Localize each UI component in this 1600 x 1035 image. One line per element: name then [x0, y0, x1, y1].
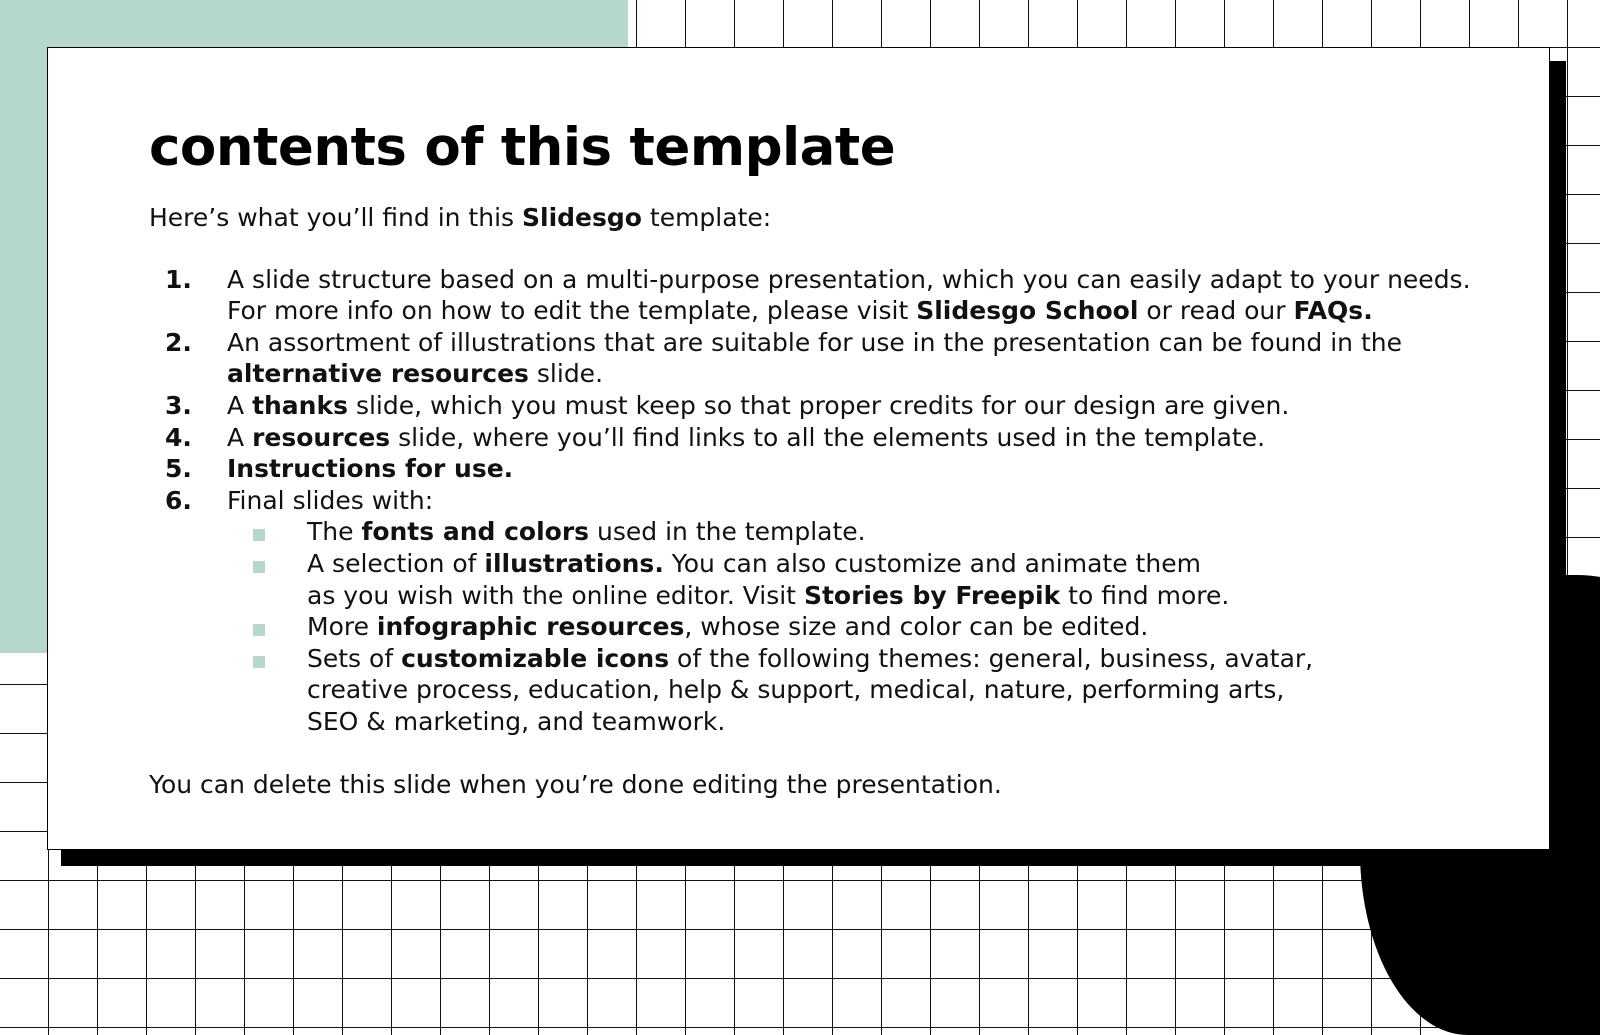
list-item-text: [227, 454, 513, 483]
square-bullet-icon: [253, 656, 265, 668]
list-item-number: 4.: [165, 422, 192, 452]
list-item: [149, 264, 1479, 327]
bold-text: resources: [252, 422, 391, 452]
bold-text: FAQs.: [1293, 296, 1373, 326]
sub-list: [227, 516, 1479, 737]
text-run: , whose size and color can be edited.: [684, 612, 1149, 642]
text-run: slide.: [528, 359, 604, 389]
list-item-number: 1.: [165, 264, 192, 294]
bold-text: Slidesgo School: [916, 296, 1139, 326]
text-run: More: [307, 612, 377, 642]
text-run: as you wish with the online editor. Visit: [307, 580, 804, 610]
text-run: of the following themes: general, business, avatar,: [669, 643, 1314, 673]
square-bullet-icon: [253, 624, 265, 636]
list-item-text: [227, 423, 1265, 452]
sub-list-item: [227, 643, 1479, 738]
text-run: Here’s what you’ll find in this: [149, 203, 522, 232]
square-bullet-icon: [253, 529, 265, 541]
bold-text: thanks: [252, 390, 348, 420]
text-run: template:: [641, 203, 772, 232]
list-item: [149, 422, 1479, 454]
text-run: slide, where you’ll find links to all the elements used in the template.: [390, 422, 1266, 452]
list-item: [149, 390, 1479, 422]
closing-note: You can delete this slide when you’re done editing the presentation.: [149, 769, 1002, 799]
bold-text: Slidesgo: [522, 203, 642, 232]
sub-list-item-text: [307, 549, 1229, 610]
bold-text: fonts and colors: [361, 517, 590, 547]
list-item-text: [227, 391, 1289, 420]
text-run: to find more.: [1060, 580, 1230, 610]
slide-card: [47, 47, 1550, 850]
bold-text: Stories by Freepik: [803, 580, 1061, 610]
slide-title: contents of this template: [149, 117, 896, 178]
text-run: or read our: [1138, 296, 1294, 326]
bold-text: illustrations.: [484, 548, 664, 578]
list-item: [149, 453, 1479, 485]
bold-text: alternative resources: [227, 359, 529, 389]
list-item-text: [227, 486, 433, 515]
text-run: A selection of: [307, 548, 485, 578]
text-run: The: [307, 517, 362, 547]
list-item-number: 5.: [165, 454, 192, 484]
list-item-text: [227, 265, 1471, 326]
text-run: creative process, education, help & support, medical, nature, performing arts,: [307, 675, 1285, 705]
list-item: [149, 327, 1479, 390]
bold-text: infographic resources: [376, 612, 685, 642]
sub-list-item-text: [307, 517, 866, 546]
text-run: used in the template.: [589, 517, 866, 547]
list-item-text: [227, 328, 1402, 389]
text-run: A: [227, 390, 253, 420]
text-run: SEO & marketing, and teamwork.: [307, 706, 726, 736]
slide-content: [149, 108, 1479, 800]
text-run: slide, which you must keep so that proper credits for our design are given.: [348, 390, 1290, 420]
square-bullet-icon: [253, 561, 265, 573]
intro-text: [149, 202, 1479, 234]
bold-text: Instructions for use.: [227, 454, 514, 484]
list-item: [149, 485, 1479, 738]
sub-list-item: [227, 611, 1479, 643]
sub-list-item-text: [307, 612, 1148, 641]
list-item-number: 3.: [165, 390, 192, 420]
contents-list: [149, 264, 1479, 738]
sub-list-item: [227, 516, 1479, 548]
text-run: A slide structure based on a multi-purpose presentation, which you can easily adapt to your needs. For more info on how to edit the template, please visit: [227, 264, 1471, 326]
text-run: An assortment of illustrations that are suitable for use in the presentation can be found in the: [227, 327, 1402, 357]
sub-list-item-text: [307, 644, 1313, 736]
text-run: A: [227, 422, 253, 452]
sub-list-item: [227, 548, 1479, 611]
text-run: You can also customize and animate them: [663, 548, 1201, 578]
list-item-number: 6.: [165, 485, 192, 515]
list-item-number: 2.: [165, 327, 192, 357]
text-run: Sets of: [307, 643, 402, 673]
bold-text: customizable icons: [401, 643, 670, 673]
text-run: Final slides with:: [227, 485, 434, 515]
